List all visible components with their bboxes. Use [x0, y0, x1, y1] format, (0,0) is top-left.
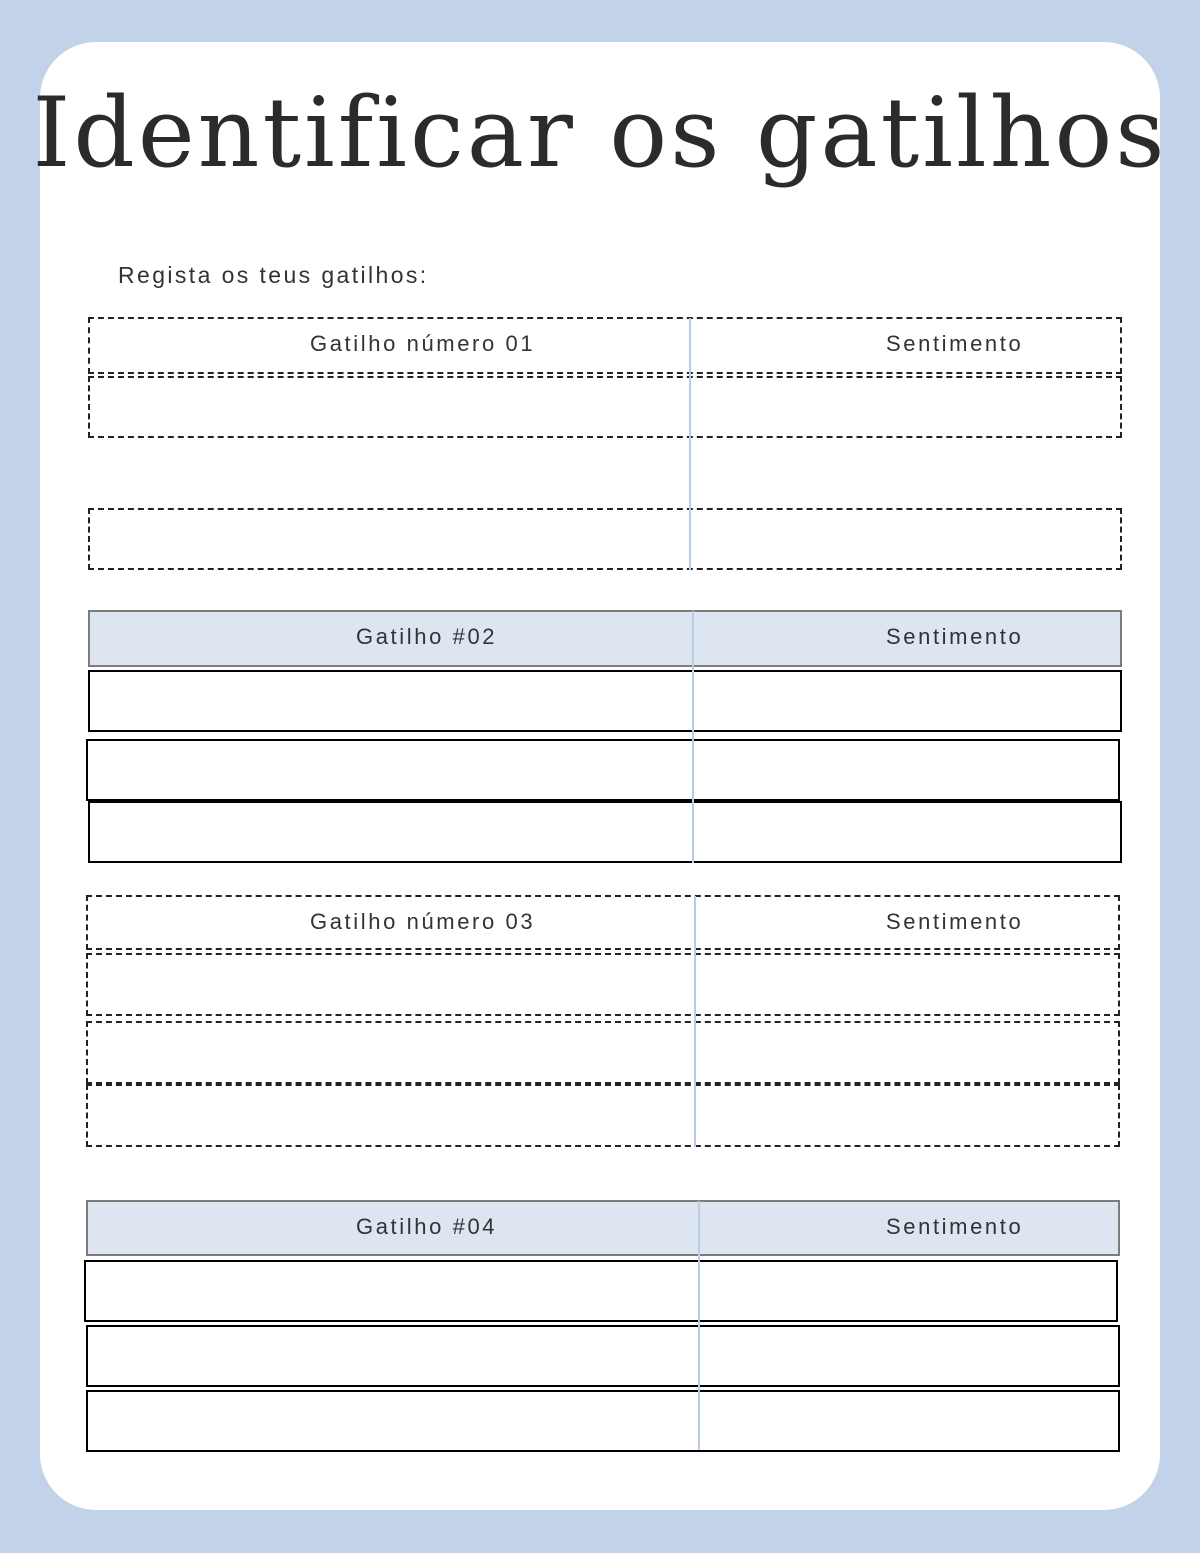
entry-row[interactable]: [86, 1021, 1120, 1084]
column-divider: [694, 896, 696, 1147]
feeling-label: Sentimento: [886, 909, 1024, 934]
entry-row[interactable]: [86, 1390, 1120, 1452]
trigger-label: Gatilho número 03: [310, 909, 536, 934]
entry-row[interactable]: [88, 801, 1122, 863]
entry-row[interactable]: [86, 739, 1120, 801]
entry-row[interactable]: [84, 1260, 1118, 1322]
feeling-label: Sentimento: [886, 331, 1024, 356]
section-1-header: [88, 317, 1122, 374]
entry-row[interactable]: [86, 1084, 1120, 1147]
section-2-header: [88, 610, 1122, 667]
page-title: Identificar os gatilhos: [32, 77, 1168, 189]
entry-row[interactable]: [88, 376, 1122, 438]
entry-row[interactable]: [86, 1325, 1120, 1387]
column-divider: [689, 318, 691, 570]
trigger-label: Gatilho #04: [356, 1214, 498, 1239]
section-3-header: [86, 895, 1120, 950]
feeling-label: Sentimento: [886, 624, 1024, 649]
feeling-label: Sentimento: [886, 1214, 1024, 1239]
column-divider: [692, 611, 694, 863]
trigger-label: Gatilho #02: [356, 624, 498, 649]
entry-row[interactable]: [86, 953, 1120, 1016]
section-4-header: [86, 1200, 1120, 1256]
column-divider: [698, 1201, 700, 1450]
entry-row[interactable]: [88, 670, 1122, 732]
trigger-label: Gatilho número 01: [310, 331, 536, 356]
intro-text: Regista os teus gatilhos:: [118, 262, 429, 288]
entry-row[interactable]: [88, 508, 1122, 570]
